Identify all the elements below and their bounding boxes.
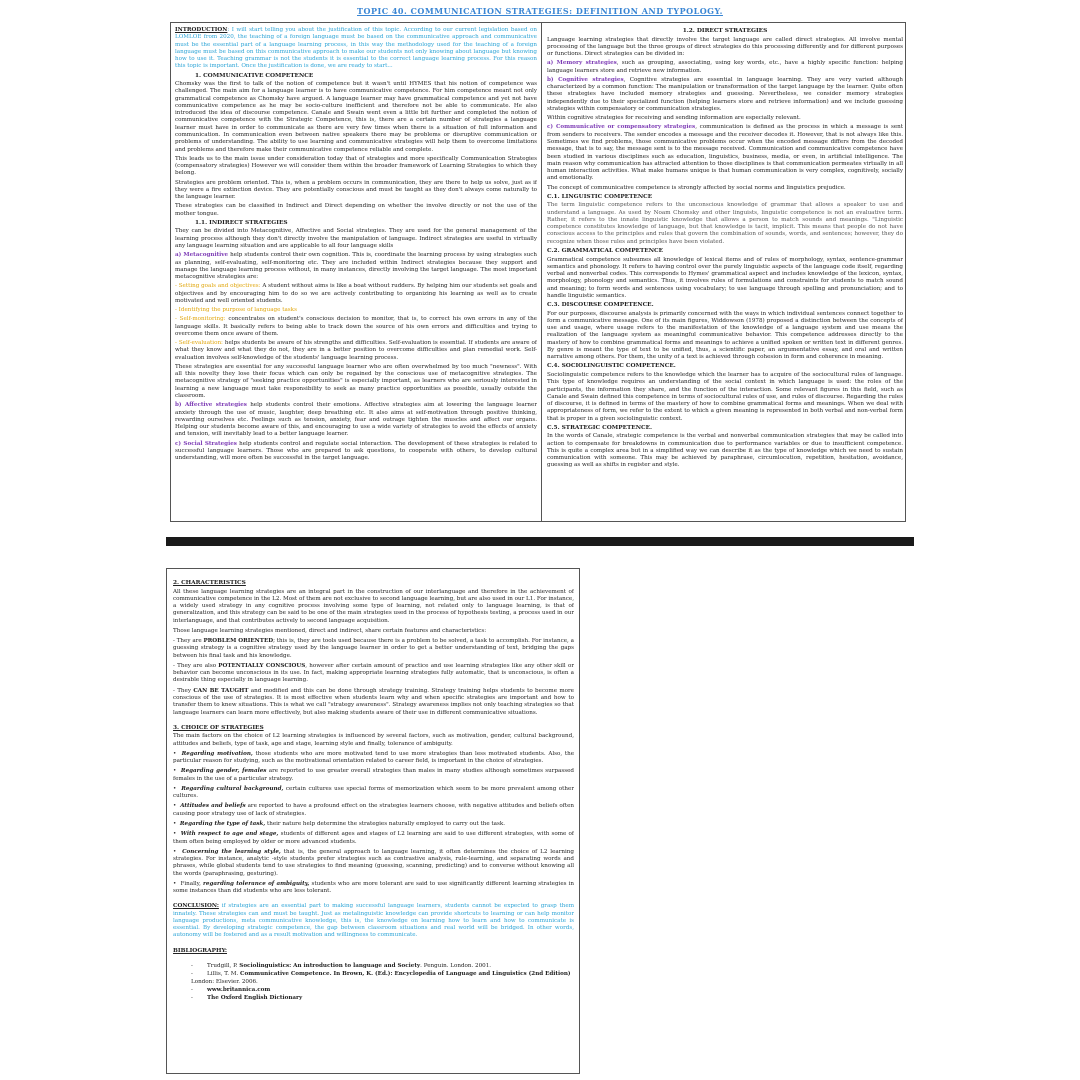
social-paragraph: c) Social Strategies help students control and regulate social interaction. The development of these strategies is related to successful language learners. Those who are prepared to ask questions, to cooperate with others, to develop cultural understanding, will more often be successful in the target language. [175,440,537,462]
c2-heading: C.2. GRAMMATICAL COMPETENCE [547,247,664,254]
factor-item: • Regarding motivation, those students who are more motivated tend to use more strategies than less motivated students. Also, the particular reason for studying, such as the motivational orientation related to career field, is important in the choice of strategies. [173,750,574,765]
paragraph: All these language learning strategies are an integral part in the construction of our interlanguage and therefore in the achievement of communicative competence in the L2. Most of them are not exclusive to second language learning, but are also used in our L1. For instance, a widely used strategy in any cognitive process involving some type of learning, not related only to language learning, is that of generalization, and this strategy can be said to be one of the main strategies used in the process of hypothesis testing, a process used in our interlanguage, and that contributes actively to second language acquisition. [173,588,574,624]
page-separator-bar [166,537,914,546]
factor-item: • With respect to age and stage, students of different ages and stages of L2 learning are said to use different strategies, with some of them often being employed by older or more advanced students. [173,831,574,845]
characteristic-item: - They CAN BE TAUGHT and modified and this can be done through strategy training. Strategy training helps students to become more conscious of the use of strategies. It is most effective when students learn why and when specific strategies are important and how to transfer them to knew situations. This is what we call "strategy awareness". Strategy awareness implies not only teaching strategies so that language learners can learn more effectively, but also making students aware of their use in different communicative situations. [173,687,574,716]
communicative-paragraph: c) Communicative or compensatory strategies, communication is defined as the process in which a message is sent from senders to receivers. The sender encodes a message and the receiver decodes it. However, that is not always like this. Sometimes we find problems, those communicative problems occur when the encoded message differs from the decoded message, that is to say, the message sent is to the message received. Communication and communicative competence have been studied in various disciplines such as education, linguistics, business, media, or even, in artificial intelligence. The main reason why communication has attracted attention to those disciplines is that communication permeates virtually in all human interaction activities. What make humans unique is that human communication is very complex, cognitively, socially and emotionally. [547,124,903,182]
paragraph: Language learning strategies that directly involve the target language are called direct strategies. All involve mental processing of the language but the three groups of direct strategies do this processing differently and for different purposes or functions. Direct strategies can be divided in: [547,36,903,58]
memory-paragraph: a) Memory strategies, such as grouping, associating, using key words, etc., have a highly specific function: helping language learners store and retrieve new information. [547,60,903,74]
purpose-item: - Identifying the purpose of language tasks [175,307,297,314]
paragraph: This leads us to the main issue under consideration today that of strategies and more specifically Communication Strategies (compensatory strategies) However we will consider them within the broader framework of Learning Strategies to which they belong. [175,155,537,177]
metacognitive-paragraph: a) Metacognitive help students control their own cognition. This is, coordinate the learning process by using strategies such as planning, self-evaluating, self-monitoring etc. They are included within Indirect strategies because they support and manage the language learning process without, in many instances, directly involving the target language. The most important metacognitive strategies are: [175,252,537,281]
page-2-body [173,577,574,1069]
bibliography-entry: - www.britannica.com [191,987,574,994]
paragraph: The term linguistic competence refers to the unconscious knowledge of grammar that allows a speaker to use and understand a language. As used by Noam Chomsky and other linguists, linguistic competence is not an evaluative term. Rather, it refers to the innate linguistic knowledge that allows a person to match sounds and meanings. "Linguistic competence constitutes knowledge of language, but that knowledge is tacit, implicit. This means that people do not have conscious access to the principles and rules that govern the combination of sounds, words, and sentences; however, they do recognize when those rules and principles have been violated. [547,202,903,245]
document-title: TOPIC 40. COMMUNICATION STRATEGIES: DEFINITION AND TYPOLOGY. [357,6,723,16]
paragraph: In the words of Canale, strategic competence is the verbal and nonverbal communication strategies that may be called into action to compensate for breakdowns in communication due to performance variables or due to insufficient competence. This is quite a complex area but in a simplified way we can describe it as the type of knowledge which we need to sustain communication with someone. This may be achieved by paraphrase, circumlocution, repetition, hesitation, avoidance, guessing as well as shifts in register and style. [547,433,903,469]
bibliography-entry: - Trudgill, P. Sociolinguistics: An introduction to language and Society. Penguin. London. 2001. [191,963,574,970]
paragraph: Sociolinguistic competence refers to the knowledge which the learner has to acquire of the sociocultural rules of language. This type of knowledge requires an understanding of the social context in which language is used: the roles of the participants, the information they share, and the function of the interaction. Some relevant figures in this field, such as Canale and Swain defined this competence in terms of sociocultural rules of use, and rules of discourse. Regarding the rules of discourse, it is defined in terms of the mastery of how to combine grammatical forms and meanings. When we deal with appropriateness of form, we refer to the extent to which a given meaning is represented in both verbal and non-verbal form that is proper in a given sociolinguistic context. [547,372,903,422]
paragraph: They can be divided into Metacognitive, Affective and Social strategies. They are used for the general management of the learning process although they don't directly involve the manipulation of language. Indirect strategies are useful in virtually any language learning situation and are applicable to all four language skills [175,228,537,249]
page-1-right-column [547,27,903,519]
paragraph: The main factors on the choice of L2 learning strategies is influenced by several factors, such as motivation, gender, cultural background, attitudes and beliefs, type of task, age and stage, learning style and finally, tolerance of ambiguity. [173,733,574,747]
bibliography-entry: - Lillis, T. M. Communicative Competence. In Brown, K. (Ed.): Encyclopedia of Language and Linguistics (2nd Edition) London: Elsevier. 2006. [191,971,574,986]
self-monitoring-paragraph: - Self-monitoring: concentrates on student's conscious decision to monitor, that is, to correct his own errors in any of the language skills. It basically refers to being able to track down the source of his own errors and difficulties and trying to overcome them once aware of them. [175,316,537,337]
bibliography-heading: BIBLIOGRAPHY: [173,947,228,954]
characteristic-item: - They are PROBLEM ORIENTED; this is, they are tools used because there is a problem to be solved, a task to accomplish. For instance, a guessing strategy is a cognitive strategy used by the language learner in order to get a better understanding of text, bridging the gaps between his final task and his knowledge. [173,638,574,659]
factor-item: • Finally, regarding tolerance of ambiguity, students who are more tolerant are said to use significantly different learning strategies in some instances than did students who are less tolerant. [173,880,574,895]
bibliography-list [191,963,574,1002]
bibliography-entry: - The Oxford English Dictionary [191,995,574,1002]
section-1-2-heading: 1.2. DIRECT STRATEGIES [682,28,768,34]
paragraph: These strategies are essential for any successful language learner who are often overwhelmed by too much "newness". With all this novelty they lose their focus which can only be regained by the conscious use of metacognitive strategies. The metacognitive strategy of "seeking practice opportunities" is especially important, as learners who are seriously interested in learning a new language must take responsibility to seek as many practice opportunities as possible, usually outside the classroom. [175,363,537,400]
paragraph: Grammatical competence subsumes all knowledge of lexical items and of rules of morphology, syntax, sentence-grammar semantics and phonology. It refers to having control over the purely linguistic aspects of the language code itself, regarding verbal and nonverbal codes. This corresponds to Hymes' grammatical aspect and includes knowledge of the lexicon, syntax, morphology, phonology and semantics. Thus, it involves rules of formulations and constraints for students to match sound and meaning; to form words and sentences using vocabulary; to use language through spelling and pronunciation; and to handle linguistic semantics. [547,256,903,299]
c1-heading: C.1. LINGUISTIC COMPETENCE [547,193,653,200]
factor-item: • Concerning the learning style, that is, the general approach to language learning, it often determines the choice of L2 learning strategies. For instance, analytic -style students prefer strategies such as contrastive analysis, rule-learning, and separating words and phrases, while global students tend to use strategies to find meaning (guessing, scanning, predicting) and to converse without knowing all the words (paraphrasing, gesturing). [173,848,574,877]
section-1-1-heading: 1.1. INDIRECT STRATEGIES [195,219,288,226]
paragraph: Within cognitive strategies for receiving and sending information are especially relevant. [547,115,801,122]
section-2-heading: 2. CHARACTERISTICS [173,580,246,586]
column-divider [541,23,542,521]
c3-heading: C.3. DISCOURSE COMPETENCE. [547,302,654,309]
factor-item: • Regarding the type of task, their nature help determine the strategies naturally employed to carry out the task. [173,820,506,827]
page-2 [166,568,580,1074]
factor-item: • Regarding cultural background, certain cultures use special forms of memorization which seem to be more prevalent among other cultures. [173,785,574,800]
page-1 [170,22,906,522]
c5-heading: C.5. STRATEGIC COMPETENCE. [547,424,653,431]
c4-heading: C.4. SOCIOLINGUISTIC COMPETENCE. [547,363,676,370]
affective-paragraph: b) Affective strategies help students control their emotions. Affective strategies aim at lowering the language learner anxiety through the use of music, laughter, deep breathing etc. It also aims at self-motivation through positive thinking, rewarding ourselves etc. Feelings such as tension, anxiety, fear and outrage tighten the muscles and affect our organs. Helping our students become aware of this, and encouraging to use a wide variety of strategies to avoid the effects of anxiety and tension, will inevitably lead to a better language learner. [175,402,537,438]
section-3-heading: 3. CHOICE OF STRATEGIES [173,724,264,731]
self-evaluation-paragraph: - Self-evaluation: helps students be aware of his strengths and difficulties. Self-evaluation is essential. If students are aware of what they know and what they do not, they are in a better position to overcome difficulties and plan remedial work. Self-evaluation involves self-knowledge of the students' language learning process. [175,340,537,361]
paragraph: Strategies are problem oriented. This is, when a problem occurs in communication, they are there to help us solve, just as if they were a fire extinction device. They are potentially conscious and must be taught as they don't always come naturally to the language learner. [175,179,537,201]
paragraph: These strategies can be classified in Indirect and Direct depending on whether the involve directly or not the use of the mother tongue. [175,203,537,217]
paragraph: For our purposes, discourse analysis is primarily concerned with the ways in which individual sentences connect together to form a communicative message. One of its main figures, Widdowson (1978) proposed a distinction between the concepts of use and usage, where usage refers to the manifestation of the knowledge of a language system and use means the realization of the language system as meaningful communicative behavior. This competence addresses directly to the mastery of how to combine grammatical forms and meanings to achieve a unified spoken or written text in different genres. By genre is meant the type of text to be unified, thus, a scientific paper, an argumentative essay, and oral and written narrative among others. For them, the unity of a text is achieved through cohesion in form and coherence in meaning. [547,310,903,361]
factor-item: • Attitudes and beliefs are reported to have a profound effect on the strategies learners choose, with negative attitudes and beliefs often causing poor strategy use of lack of strategies. [173,803,574,817]
paragraph: The concept of communicative competence is strongly affected by social norms and linguistics prejudice. [547,184,846,191]
goals-paragraph: - Setting goals and objectives: A student without aims is like a boat without rudders. By helping him our students set goals and objectives and by encouraging him to do so we are actively contributing to organizing his learning as well as to create motivated and well oriented students. [175,283,537,304]
factor-item: • Regarding gender, females are reported to use greater overall strategies than males in many studies although sometimes surpassed females in the use of a particular strategy. [173,768,574,782]
page-1-left-column [175,27,537,519]
cognitive-paragraph: b) Cognitive strategies, Cognitive strategies are essential in language learning. They are very varied although characterized by a common function: The manipulation or transformation of the target language by the learner. Quite often these strategies have included memory strategies and guessing. Nevertheless, we consider memory strategies independently due to their specialized function (helping learners store and retrieve information) and we include guessing strategies within compensatory or communication strategies. [547,76,903,112]
characteristic-item: - They are also POTENTIALLY CONSCIOUS, however after certain amount of practice and use learning strategies like any other skill or behavior can become unconscious in its use. In fact, making appropriate learning strategies fully automatic, that is unconscious, is often a desirable thing especially in language learning. [173,662,574,684]
section-1-heading: 1. COMMUNICATIVE COMPETENCE [195,72,314,79]
paragraph: Chomsky was the first to talk of the notion of competence but it wasn't until HYMES that his notion of competence was challenged. The main aim for a language learner is to have communicative competence. For him competence meant not only grammatical competence as Chomsky have argued. A language learner may have grammatical competence and yet not have communicative competence as he may be socio-culture inefficient and therefore not be able to communicate. He also introduced the idea of discourse competence. Canale and Swain went even a little bit further and completed the notion of communicative competence with the Strategic Competence, this is, there are a certain number of strategies a language learner must have in order to communicate as there are very few times when there is a situation of full information and communication. In communication even between native speakers there may be problems or disruptive communication or problems of understanding. The ability to use learning and communicative strategies will help them to overcome limitations and problems and therefore make their communicative competence reliable and complete. [175,81,537,153]
conclusion-paragraph: CONCLUSION: if strategies are an essential part to making successful language learners, students cannot be expected to grasp them innately. These strategies can and must be taught. Just as metalinguistic knowledge can provide shortcuts to learning or can help monitor language productions, meta communicative knowledge, this is, the knowledge on learning how to learn and how to communicate is essential. By developing strategic competence, the gap between classroom situations and real world will be bridged. In other words, autonomy will be fostered and as a result motivation and willingness to communicate. [173,903,574,939]
introduction-paragraph: INTRODUCTION: I will start telling you about the justification of this topic. According to our current legislation based on LOMLOE from 2020, the teaching of a foreign language must be based on the communicative approach and communicative must be the essential part of a language learning process, in this way the methodology used for the teaching of a foreign language must be based on this communicative approach to make our students not only knowing about language but knowing how to use it. Teaching grammar is not the students it is essential to the correct language learning process. For this reason this topic is important. Once the justification is done, we are ready to start... [175,27,537,70]
paragraph: Those language learning strategies mentioned, direct and indirect, share certain features and characteristics: [173,627,487,634]
